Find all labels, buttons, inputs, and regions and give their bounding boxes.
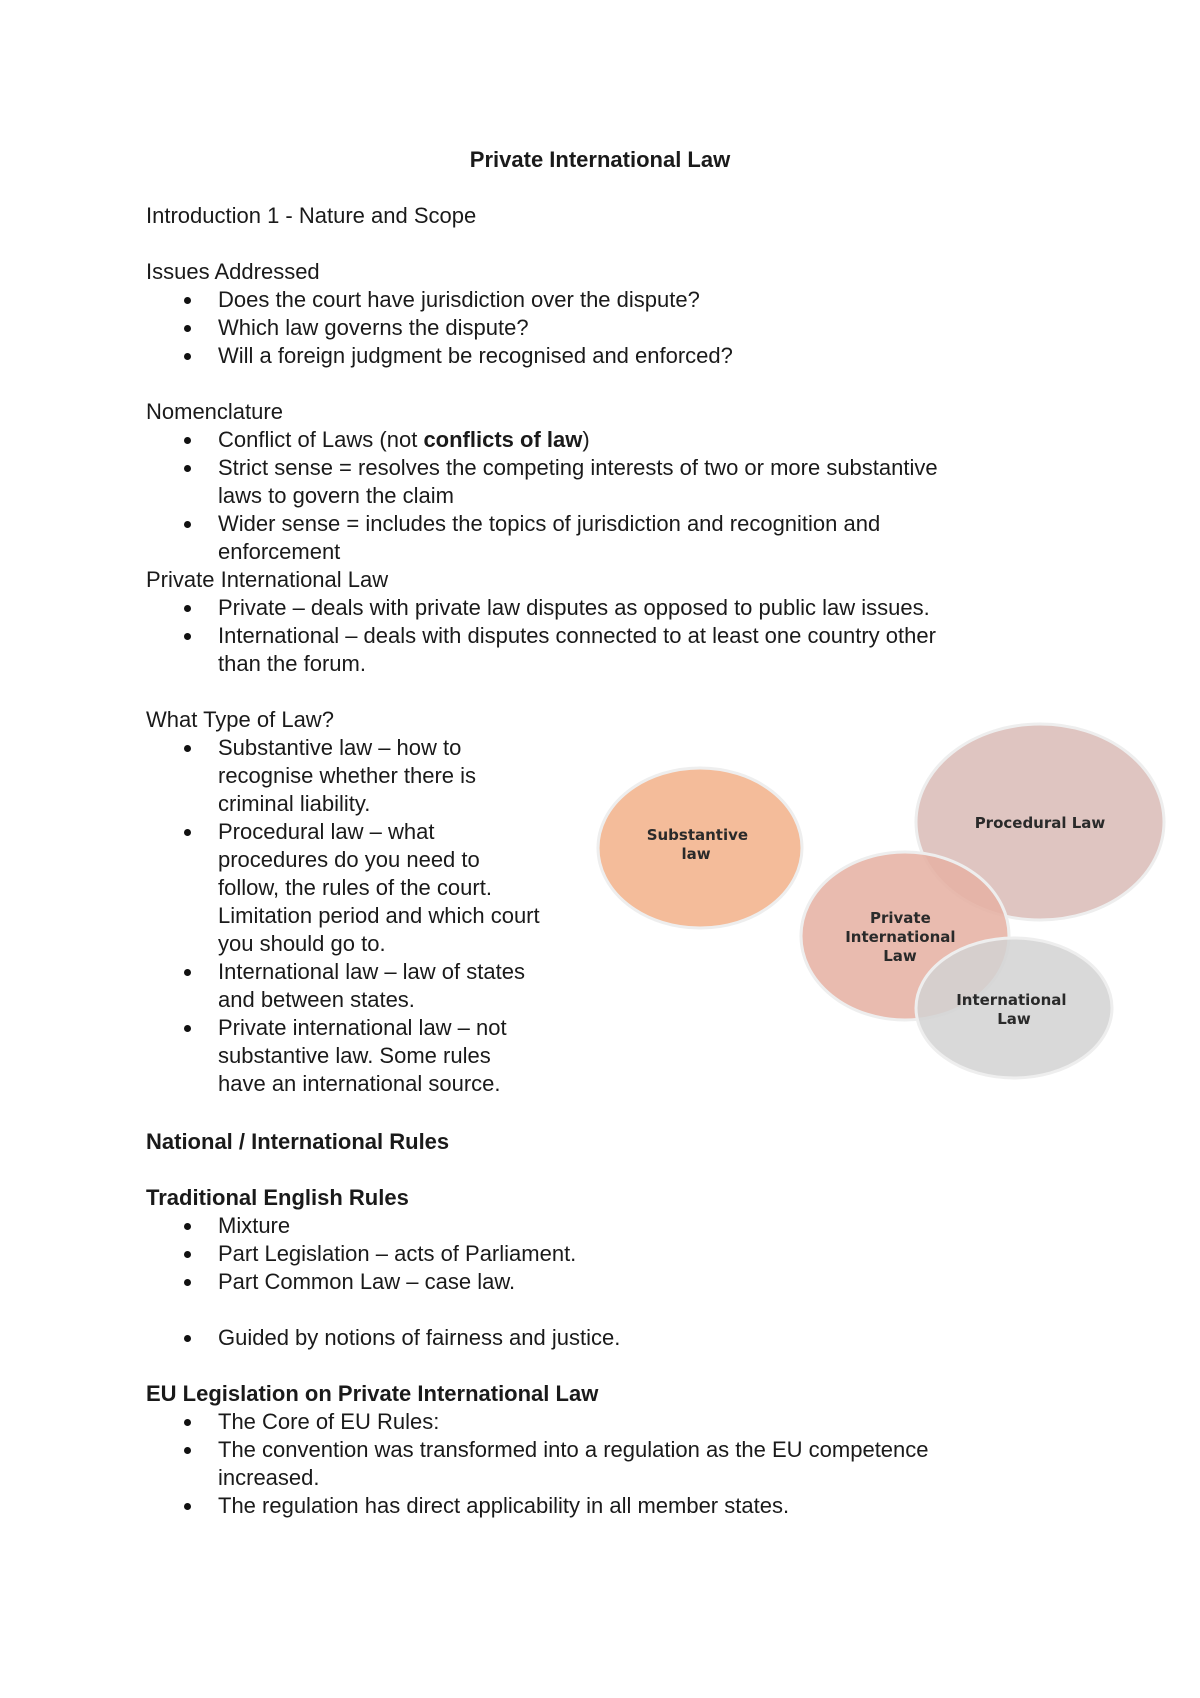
label-line: law <box>681 845 711 863</box>
label-line: Procedural Law <box>974 814 1106 832</box>
label-line: Law <box>883 947 917 965</box>
item-line: criminal liability. <box>218 791 371 816</box>
item-line: Private international law – not <box>218 1015 507 1040</box>
type-of-law-section <box>146 706 586 1098</box>
nomenclature-section <box>146 398 1106 678</box>
item-line: Wider sense = includes the topics of jurisdiction and recognition and <box>218 511 881 536</box>
list-item <box>146 818 586 958</box>
issues-section <box>146 258 1046 370</box>
list-item: The regulation has direct applicability in all member states. <box>146 1492 1106 1520</box>
emphasis-text: conflicts of law <box>423 427 583 452</box>
list-item: Does the court have jurisdiction over the dispute? <box>146 286 1046 314</box>
item-line: laws to govern the claim <box>218 483 454 508</box>
item-line: The convention was transformed into a regulation as the EU competence <box>218 1437 929 1462</box>
list-item: Which law governs the dispute? <box>146 314 1046 342</box>
traditional-section <box>146 1184 1046 1352</box>
label-line: Law <box>997 1010 1031 1028</box>
list-item <box>146 622 1106 678</box>
eu-section <box>146 1380 1106 1520</box>
list-item: Part Legislation – acts of Parliament. <box>146 1240 1046 1268</box>
document-title: Private International Law <box>469 147 731 172</box>
list-item: The Core of EU Rules: <box>146 1408 1106 1436</box>
item-line: Strict sense = resolves the competing interests of two or more substantive <box>218 455 938 480</box>
traditional-heading: Traditional English Rules <box>146 1185 409 1210</box>
national-heading: National / International Rules <box>146 1129 450 1154</box>
item-line: have an international source. <box>218 1071 501 1096</box>
pil-list <box>146 594 1106 678</box>
list-item <box>146 1014 586 1098</box>
eu-heading: EU Legislation on Private International Law <box>146 1381 599 1406</box>
item-line: recognise whether there is <box>218 763 477 788</box>
item-line: International – deals with disputes connected to at least one country other <box>218 623 936 648</box>
list-item: Mixture <box>146 1212 1046 1240</box>
item-text: ) <box>582 427 590 452</box>
type-of-law-list <box>146 734 586 1098</box>
list-item: Private – deals with private law disputes as opposed to public law issues. <box>146 594 1106 622</box>
item-line: increased. <box>218 1465 320 1490</box>
issues-heading: Issues Addressed <box>146 259 320 284</box>
list-item <box>146 734 586 818</box>
list-item <box>146 426 1106 454</box>
traditional-extra-list <box>146 1324 1046 1352</box>
item-line: you should go to. <box>218 931 386 956</box>
type-of-law-heading: What Type of Law? <box>146 707 334 732</box>
label-line: International <box>845 928 956 946</box>
item-line: Substantive law – how to <box>218 735 462 760</box>
item-line: International law – law of states <box>218 959 525 984</box>
item-line: substantive law. Some rules <box>218 1043 491 1068</box>
item-line: procedures do you need to <box>218 847 480 872</box>
item-text: Conflict of Laws (not <box>218 427 424 452</box>
item-line: Procedural law – what <box>218 819 435 844</box>
item-line: than the forum. <box>218 651 366 676</box>
procedural-law-label <box>975 814 1106 832</box>
list-item <box>146 454 1106 510</box>
intro-line: Introduction 1 - Nature and Scope <box>146 203 477 228</box>
traditional-list <box>146 1212 1046 1296</box>
list-item: Part Common Law – case law. <box>146 1268 1046 1296</box>
item-line: and between states. <box>218 987 415 1012</box>
list-item <box>146 510 1106 566</box>
law-types-venn-diagram <box>590 718 1170 1098</box>
list-item <box>146 958 586 1014</box>
nomenclature-list <box>146 426 1106 566</box>
label-line: Private <box>869 909 931 927</box>
label-line: Substantive <box>646 826 749 844</box>
list-item: Will a foreign judgment be recognised and enforced? <box>146 342 1046 370</box>
nomenclature-heading: Nomenclature <box>146 399 283 424</box>
list-item <box>146 1436 1106 1492</box>
item-line: Limitation period and which court <box>218 903 540 928</box>
item-line: enforcement <box>218 539 341 564</box>
eu-list <box>146 1408 1106 1520</box>
list-item: Guided by notions of fairness and justice. <box>146 1324 1046 1352</box>
label-line: International <box>956 991 1067 1009</box>
pil-heading: Private International Law <box>146 567 389 592</box>
issues-list <box>146 286 1046 370</box>
item-line: follow, the rules of the court. <box>218 875 492 900</box>
